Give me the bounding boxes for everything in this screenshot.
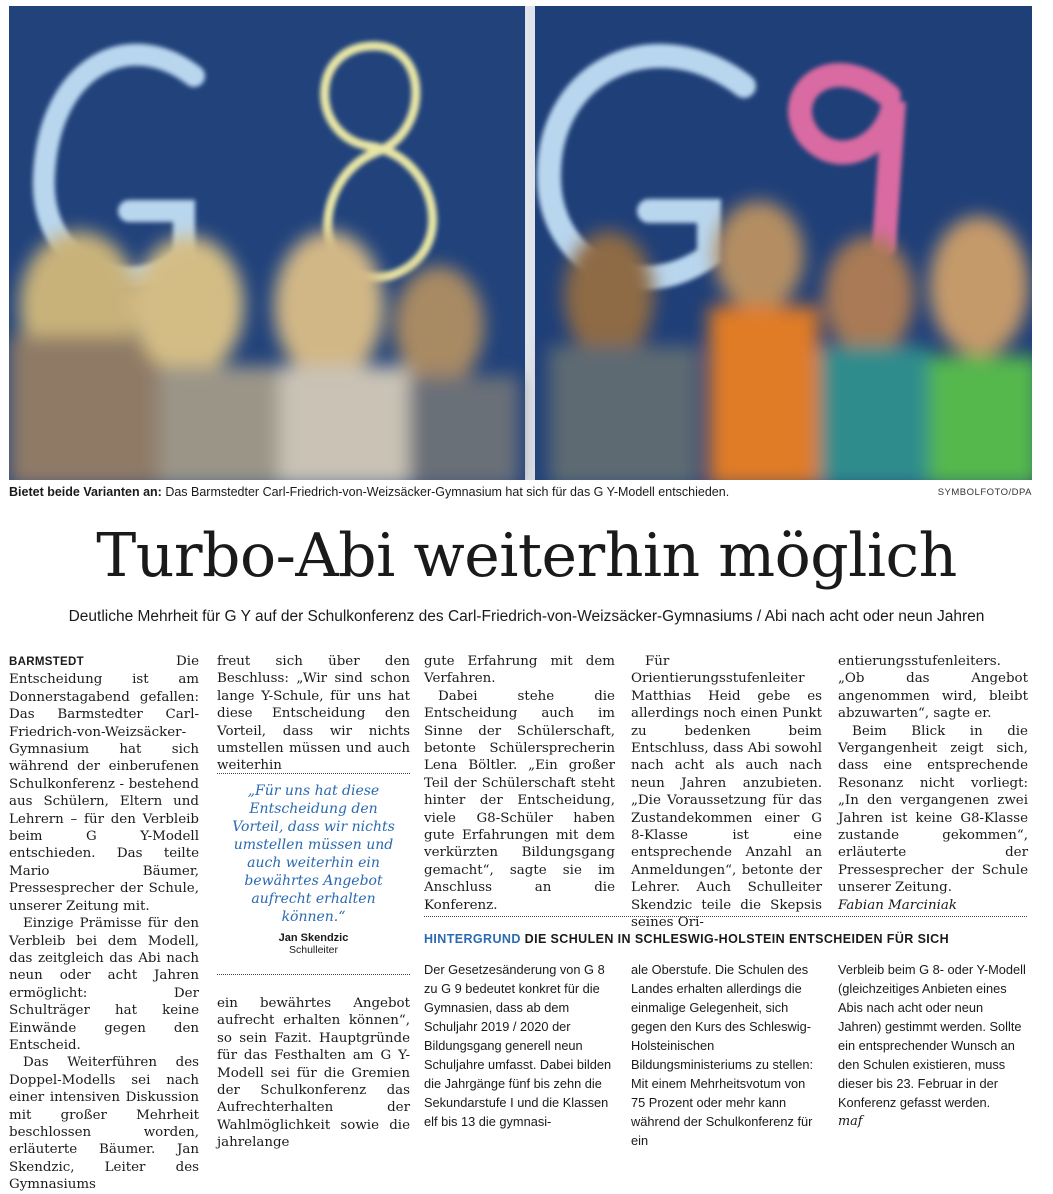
background-heading [424, 932, 949, 946]
photo-caption [9, 485, 1032, 503]
article-column-1 [9, 653, 199, 1194]
background-divider [424, 916, 1027, 917]
article-column-5 [838, 653, 1028, 914]
article-paragraph: freut sich über den Beschluss: „Wir sind schon lange Y-Schule, für uns hat diese Entscheidung den Vorteil, dass wir nichts umstellen müssen und auch weiterhin [217, 654, 410, 774]
background-paragraph: Der Gesetzesänderung von G 8 zu G 9 bedeutet konkret für die Gymnasien, dass ab dem Schuljahr 2019 / 2020 der Bildungsgang generell neun Schuljahre umfasst. Dabei bilden die Jahrgänge fünf bis zehn die Sekundarstufe I und die Klassen elf bis 13 die gymnasi- [424, 962, 612, 1129]
article-author: Fabian Marciniak [838, 897, 957, 913]
article-column-2-top [217, 653, 410, 775]
pull-quote [217, 773, 410, 975]
quote-role: Schulleiter [288, 944, 339, 956]
article-paragraph: entierungsstufenleiters. „Ob das Angebot angenommen wird, bleibt abzuwarten“, sagte er. [838, 654, 1028, 722]
caption-lead: Bietet beide Varianten an: [9, 485, 162, 499]
background-column-3 [838, 960, 1030, 1131]
article-paragraph: Die Entscheidung ist am Donnerstagabend gefallen: Das Barmstedter Carl-Friedrich-von-Weizsäcker-Gymnasium hat sich während der einberufenen Schulkonferenz - bestehend aus Schülern, Eltern und Lehrern – für den Verbleib beim G Y-Modell entschieden. Das teilte Mario Bäumer, Pressesprecher der Schule, unserer Zeitung mit. [9, 654, 199, 914]
dateline: BARMSTEDT [9, 656, 84, 668]
background-tag: HINTERGRUND [424, 932, 521, 946]
article-paragraph: Dabei stehe die Entscheidung auch im Sinne der Schülerschaft, betonte Schülersprecherin Lena Böltler. „Ein großer Teil der Schülerschaft steht hinter der Entscheidung, viele G8-Schüler haben gute Erfahrungen mit dem verkürzten Bildungsgang gemacht“, sagte sie im Anschluss an die Konferenz. [424, 688, 615, 913]
quote-author: Jan Skendzic [278, 932, 349, 944]
article-paragraph: Das Weiterführen des Doppel-Modells sei nach einer intensiven Diskussion mit großer Mehrheit beschlossen worden, erläuterte Bäumer. Jan Skendzic, Leiter des Gymnasiums [9, 1055, 199, 1193]
article-column-4 [631, 653, 822, 932]
quote-text: „Für uns hat diese Entscheidung den Vorteil, dass wir nichts umstellen müssen und auch weiterhin ein bewährtes Angebot aufrecht erhalten können.“ [232, 783, 395, 925]
article-paragraph: gute Erfahrung mit dem Verfahren. [424, 654, 615, 687]
background-signature: maf [838, 1114, 863, 1129]
background-title: DIE SCHULEN IN SCHLESWIG-HOLSTEIN ENTSCHEIDEN FÜR SICH [524, 932, 950, 946]
background-column-1 [424, 960, 616, 1131]
photo-credit: SYMBOLFOTO/DPA [937, 487, 1032, 498]
article-paragraph: Für Orientierungsstufenleiter Matthias Heid gebe es allerdings noch einen Punkt zu bedenken beim Entschluss, dass Abi sowohl nach acht als auch nach neun Jahren anzubieten. „Die Voraussetzung für das Zustandekommen einer G 8-Klasse ist eine entsprechende Anzahl an Anmeldungen“, betonte der Lehrer. Auch Schulleiter Skendzic teile die Skepsis seines Ori- [631, 654, 822, 931]
article-paragraph: Einzige Prämisse für den Verbleib bei dem Modell, das zeitgleich das Abi nach neun oder acht Jahren ermöglicht: Der Schulträger hat keine Einwände gegen den Entscheid. [9, 916, 199, 1053]
article-paragraph: ein bewährtes Angebot aufrecht erhalten können“, so sein Fazit. Hauptgründe für das Festhalten am G Y-Modell sei für die Gremien der Schulkonferenz das Aufrechterhalten der Wahlmöglichkeit sowie die jahrelange [217, 996, 410, 1151]
caption-text: Das Barmstedter Carl-Friedrich-von-Weizsäcker-Gymnasium hat sich für das G Y-Modell entschieden. [165, 485, 730, 499]
headline: Turbo-Abi weiterhin möglich [96, 521, 957, 591]
article-column-2-bottom [217, 995, 410, 1152]
background-column-2 [631, 960, 823, 1150]
article-photo [9, 6, 1032, 480]
article-column-3 [424, 653, 615, 914]
article-paragraph: Beim Blick in die Vergangenheit zeigt sich, dass eine entsprechende Resonanz nicht vorliegt: „In den vergangenen zwei Jahren ist keine G8-Klasse zustande gekommen“, erläuterte der Pressesprecher der Schule unserer Zeitung. [838, 723, 1028, 896]
background-paragraph: Verbleib beim G 8- oder Y-Modell (gleichzeitiges Anbieten eines Abis nach acht oder neun Jahren) gestimmt werden. Sollte ein entsprechender Wunsch an den Schulen existieren, muss dieser bis 23. Februar in der Konferenz gefasst werden. [838, 962, 1026, 1110]
background-paragraph: ale Oberstufe. Die Schulen des Landes erhalten allerdings die einmalige Gelegenheit, sich gegen den Kurs des Schleswig-Holsteinischen Bildungsministeriums zu stellen: Mit einem Mehrheitsvotum von 75 Prozent oder mehr kann während der Schulkonferenz für ein [631, 962, 814, 1148]
subheadline: Deutliche Mehrheit für G Y auf der Schulkonferenz des Carl-Friedrich-von-Weizsäcker-Gymnasiums / Abi nach acht oder neun Jahren [68, 608, 985, 625]
